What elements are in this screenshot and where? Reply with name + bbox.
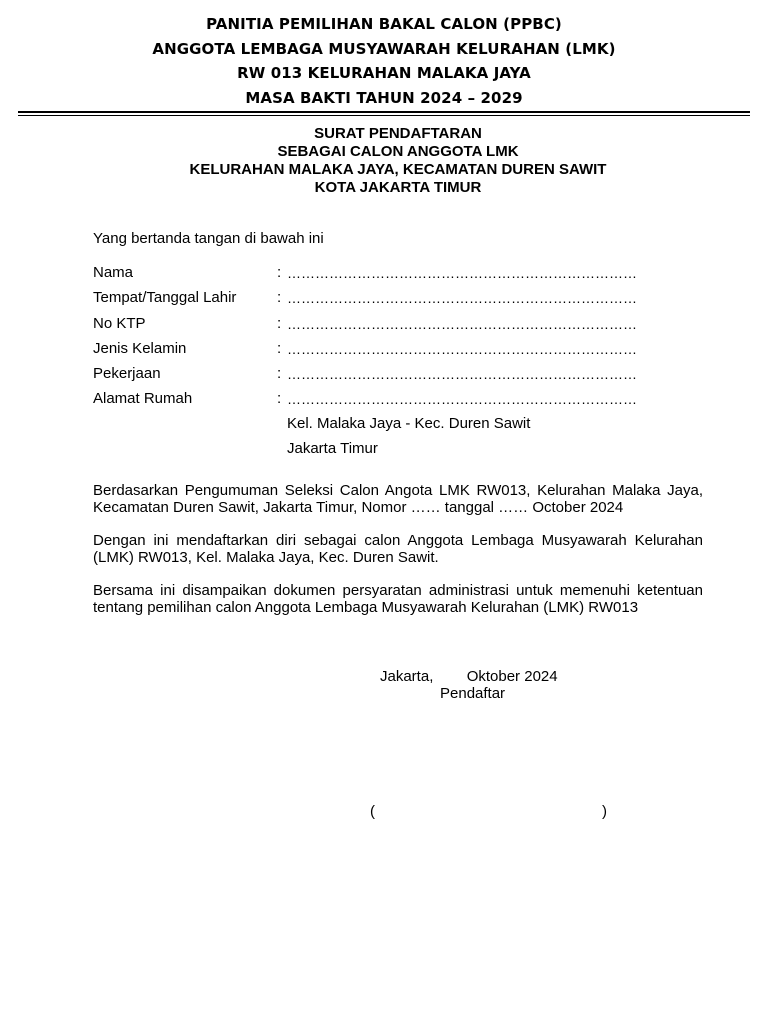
field-blank[interactable]: ………………………………………………………………… [287, 265, 637, 281]
signature-name-close-paren: ) [602, 803, 607, 820]
signature-name-open-paren: ( [370, 803, 375, 820]
letterhead [0, 12, 768, 110]
address-line-city: Jakarta Timur [287, 440, 378, 457]
field-label: Jenis Kelamin [93, 339, 187, 357]
field-colon: : [277, 264, 282, 281]
field-label: Pekerjaan [93, 365, 161, 383]
paragraph-announcement: Berdasarkan Pengumuman Seleksi Calon Angota LMK RW013, Kelurahan Malaka Jaya, Kecamatan Duren Sawit, Jakarta Timur, Nomor …… tanggal …… October 2024 [93, 482, 703, 516]
letterhead-line-organization: ANGGOTA LEMBAGA MUSYAWARAH KELURAHAN (LMK) [152, 39, 616, 58]
field-label: No KTP [93, 314, 146, 332]
address-line-kelurahan: Kel. Malaka Jaya - Kec. Duren Sawit [287, 415, 531, 432]
letterhead-line-period: MASA BAKTI TAHUN 2024 – 2029 [245, 88, 523, 107]
title-line-3: KELURAHAN MALAKA JAYA, KECAMATAN DUREN SAWIT [189, 161, 607, 178]
field-colon: : [277, 390, 282, 408]
field-label: Tempat/Tanggal Lahir [93, 289, 237, 307]
letterhead-divider-thin [18, 115, 750, 116]
title-line-2: SEBAGAI CALON ANGGOTA LMK [277, 143, 519, 160]
field-blank[interactable]: ………………………………………………………………… [287, 290, 637, 307]
field-blank[interactable]: ………………………………………………………………… [287, 366, 637, 383]
paragraph-registration: Dengan ini mendaftarkan diri sebagai calon Anggota Lembaga Musyawarah Kelurahan (LMK) RW013, Kel. Malaka Jaya, Kec. Duren Sawit. [93, 532, 703, 566]
title-line-4: KOTA JAKARTA TIMUR [314, 179, 482, 196]
field-colon: : [277, 339, 282, 357]
field-blank[interactable]: ………………………………………………………………… [287, 315, 637, 332]
signature-place-date: Jakarta, Oktober 2024 [380, 668, 558, 685]
letterhead-divider-thick [18, 111, 750, 113]
field-blank[interactable]: ………………………………………………………………… [287, 391, 637, 408]
document-title [0, 125, 768, 197]
field-colon: : [277, 365, 282, 383]
field-colon: : [277, 289, 282, 307]
field-label: Alamat Rumah [93, 390, 193, 408]
letterhead-line-rw: RW 013 KELURAHAN MALAKA JAYA [237, 64, 531, 82]
field-label: Nama [93, 264, 134, 281]
intro-text: Yang bertanda tangan di bawah ini [93, 230, 324, 247]
field-blank[interactable]: ………………………………………………………………… [287, 340, 637, 357]
signature-role: Pendaftar [440, 685, 506, 702]
title-line-1: SURAT PENDAFTARAN [314, 125, 482, 142]
paragraph-documents: Bersama ini disampaikan dokumen persyaratan administrasi untuk memenuhi ketentuan tentang pemilihan calon Anggota Lembaga Musyawarah Kelurahan (LMK) RW013 [93, 582, 703, 616]
field-colon: : [277, 314, 282, 332]
letterhead-line-committee: PANITIA PEMILIHAN BAKAL CALON (PPBC) [206, 15, 562, 33]
